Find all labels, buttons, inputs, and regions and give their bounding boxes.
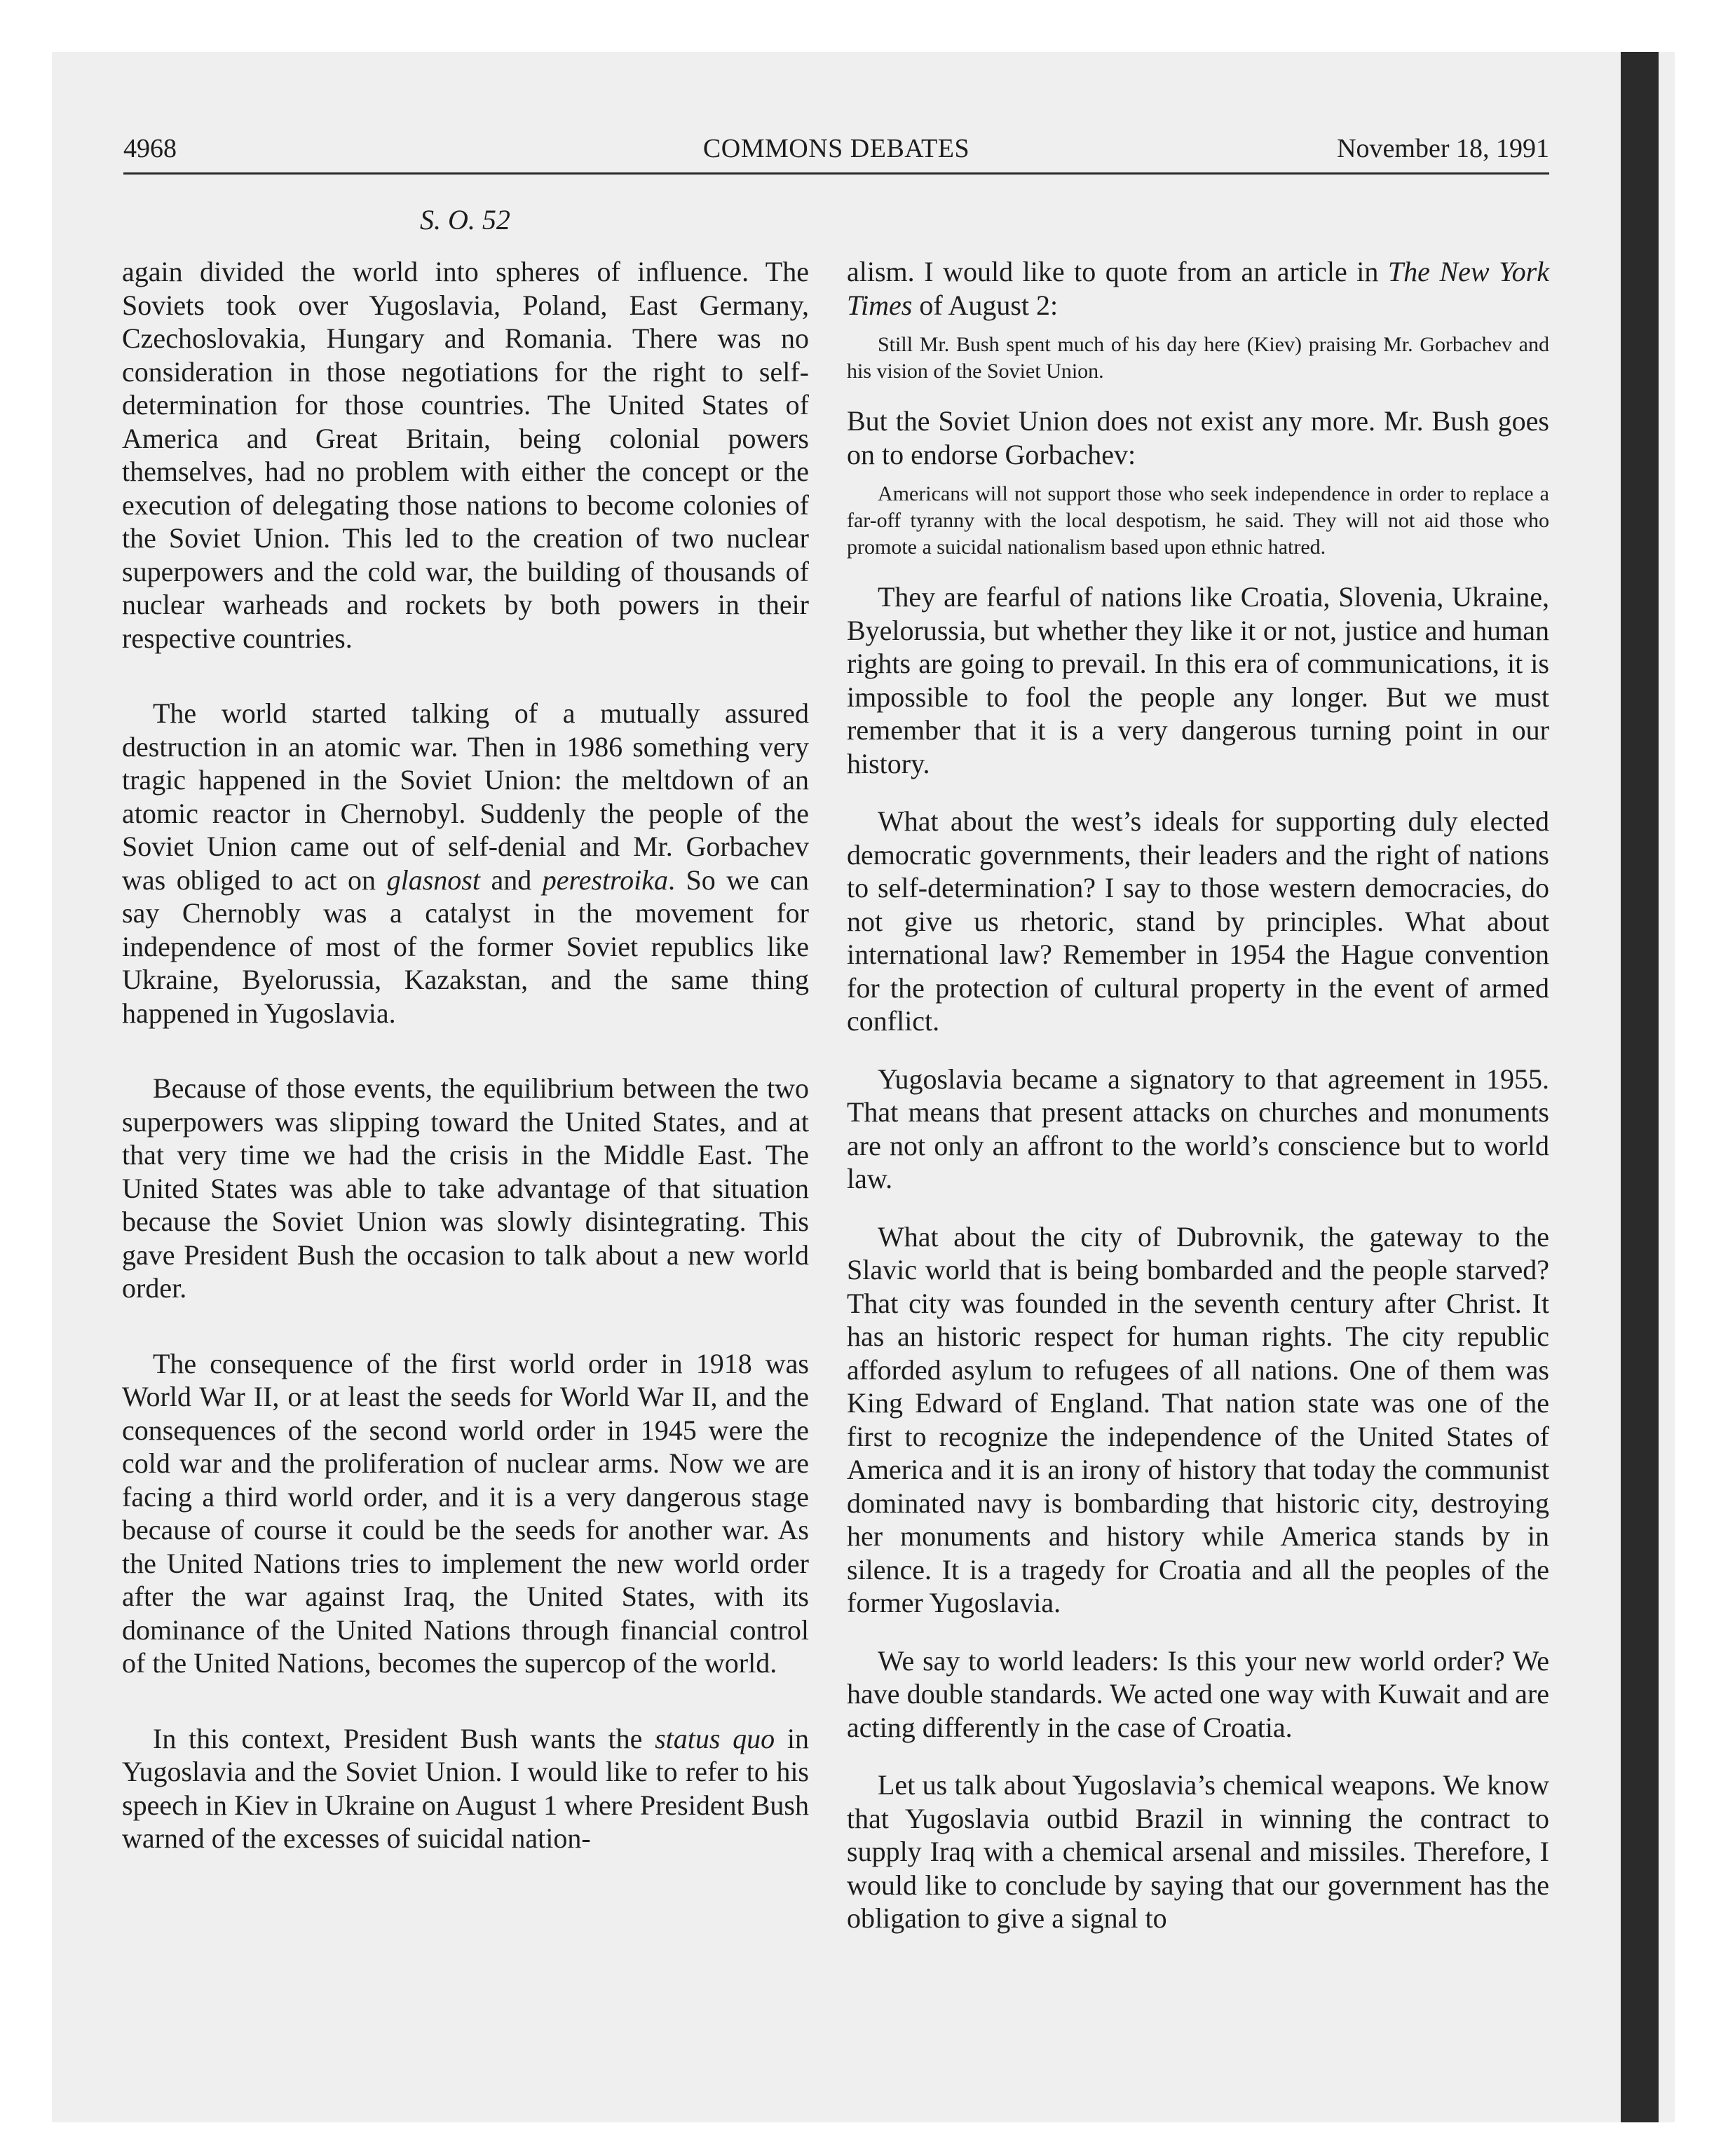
paragraph-text: of August 2:	[912, 289, 1059, 321]
italic-title: The New York Times	[847, 256, 1549, 321]
paragraph: Because of those events, the equilibrium between the two superpowers was slipping toward the United States, and at that very time we had the crisis in the Middle East. The United States was able to take advantage of that situation because the Soviet Union was slowly disintegrating. This gave President Bush the occasion to talk about a new world order.	[122, 1072, 809, 1304]
paragraph: But the Soviet Union does not exist any more. Mr. Bush goes on to endorse Gorbachev:	[847, 405, 1549, 470]
right-column	[847, 255, 1549, 1935]
header-date: November 18, 1991	[1337, 134, 1549, 163]
block-quote: Americans will not support those who seek independence in order to replace a far-off tyranny with the local despotism, he said. They will not aid those who promote a suicidal nationalism based upon ethnic hatred.	[847, 482, 1549, 559]
paragraph: What about the west’s ideals for supporting duly elected democratic governments, their leaders and the right of nations to self-determination? I say to those western democracies, do not give us rhetoric, stand by principles. What about international law? Remember in 1954 the Hague convention for the protection of cultural property in the event of armed conflict.	[847, 805, 1549, 1037]
paragraph-text: alism. I would like to quote from an article in	[847, 256, 1388, 287]
publication-title: COMMONS DEBATES	[702, 134, 970, 163]
block-quote: Still Mr. Bush spent much of his day here (Kiev) praising Mr. Gorbachev and his vision of the Soviet Union.	[847, 333, 1549, 383]
italic-term: perestroika	[542, 864, 668, 896]
paragraph-text: in Yugoslavia and the Soviet Union. I would like to refer to his speech in Kiev in Ukraine on August 1 where President Bush warned of the excesses of suicidal nation-	[122, 1722, 810, 1854]
running-header	[123, 133, 1549, 175]
paragraph-text: and	[479, 864, 543, 896]
paragraph: They are fearful of nations like Croatia, Slovenia, Ukraine, Byelorussia, but whether they like it or not, justice and human rights are going to prevail. In this era of communications, it is impossible to fool the people any longer. But we must remember that it is a very dangerous turning point in our history.	[847, 581, 1549, 779]
page-number: 4968	[123, 134, 177, 163]
italic-term: status quo	[655, 1722, 775, 1754]
paragraph: again divided the world into spheres of influence. The Soviets took over Yugoslavia, Poland, East Germany, Czechoslovakia, Hungary and Romania. There was no consideration in those negotiations for the right to self-determination for those countries. The United States of America and Great Britain, being colonial powers themselves, had no problem with either the concept or the execution of delegating those nations to become colonies of the Soviet Union. This led to the creation of two nuclear superpowers and the cold war, the building of thousands of nuclear warheads and rockets by both powers in their respective countries.	[122, 256, 809, 654]
paragraph-text: . So we can say Chernobly was a catalyst in the movement for independence of most of the former Soviet republics like Ukraine, Byelorussia, Kazakstan, and the same thing happened in Yugoslavia.	[122, 864, 809, 1029]
italic-term: glasnost	[386, 864, 480, 896]
paragraph: We say to world leaders: Is this your new world order? We have double standards. We acted one way with Kuwait and are acting differently in the case of Croatia.	[847, 1644, 1549, 1743]
paragraph: What about the city of Dubrovnik, the gateway to the Slavic world that is being bombarded and the people starved? That city was founded in the seventh century after Christ. It has an historic respect for human rights. The city republic afforded asylum to refugees of all nations. One of them was King Edward of England. That nation state was one of the first to recognize the independence of the United States of America and it is an irony of history that today the communist dominated navy is bombarding that historic city, destroying her monuments and history while America stands by in silence. It is a tragedy for Croatia and all the peoples of the former Yugoslavia.	[847, 1220, 1549, 1618]
left-column	[122, 255, 809, 1855]
paragraph-text: The world started talking of a mutually assured destruction in an atomic war. Then in 1986 something very tragic happened in the Soviet Union: the meltdown of an atomic reactor in Chernobyl. Suddenly the people of the Soviet Union came out of self-denial and Mr. Gorbachev was obliged to act on	[122, 697, 809, 896]
paragraph: Yugoslavia became a signatory to that agreement in 1955. That means that present attacks on churches and monuments are not only an affront to the world’s conscience but to world law.	[847, 1063, 1549, 1194]
paragraph: The consequence of the first world order in 1918 was World War II, or at least the seeds for World War II, and the consequences of the second world order in 1945 were the cold war and the proliferation of nuclear arms. Now we are facing a third world order, and it is a very dangerous stage because of course it could be the seeds for another war. As the United Nations tries to implement the new world order after the war against Iraq, the United States, with its dominance of the United Nations through financial control of the United Nations, becomes the supercop of the world.	[122, 1347, 809, 1679]
scan-edge-shadow	[1621, 52, 1659, 2122]
paragraph	[122, 1722, 809, 1855]
paragraph: Let us talk about Yugoslavia’s chemical weapons. We know that Yugoslavia outbid Brazil in winning the contract to supply Iraq with a chemical arsenal and missiles. Therefore, I would like to conclude by saying that our government has the obligation to give a signal to	[847, 1769, 1549, 1934]
section-label: S. O. 52	[420, 204, 510, 236]
paragraph-text: In this context, President Bush wants the	[153, 1722, 655, 1754]
paragraph	[122, 697, 809, 1030]
paragraph	[847, 255, 1549, 322]
